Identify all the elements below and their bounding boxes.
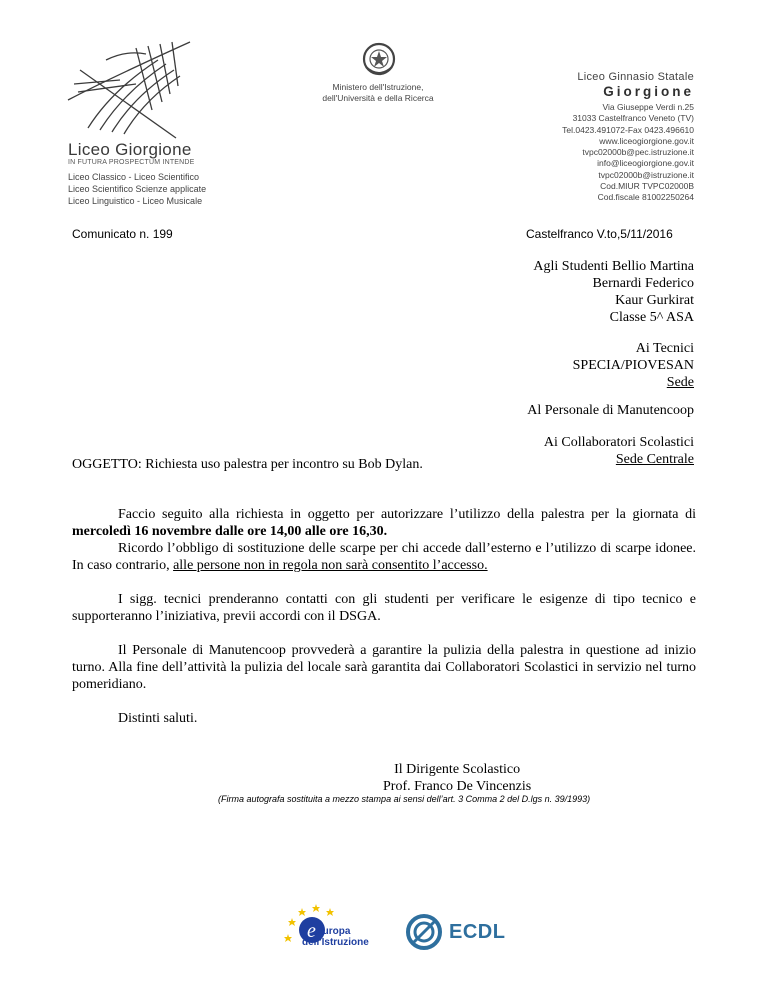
paragraph-text: Ricordo l’obbligo di sostituzione delle scarpe per chi accede dall’esterno e l’utilizzo di scarpe idonee. In caso contrario, xyxy=(72,541,696,573)
contact-line: 31033 Castelfranco Veneto (TV) xyxy=(572,113,694,124)
logo-courses xyxy=(68,171,206,207)
recipient-line: Bernardi Federico xyxy=(592,276,694,291)
course-line: Liceo Scientifico Scienze applicate xyxy=(68,184,207,194)
paragraph-text: Faccio seguito alla richiesta in oggetto per autorizzare l’utilizzo della palestra per la giornata di xyxy=(118,507,696,522)
paragraph-manutencoop: Il Personale di Manutencoop provvederà a garantire la pulizia della palestra in questione ad inizio turno. Alla fine dell’attività la pulizia del locale sarà garantita dai Collaboratori Scolastici in servizio nel turno pomeridiano. xyxy=(72,643,696,692)
europa-line: Europa xyxy=(316,926,351,937)
course-line: Liceo Classico - Liceo Scientifico xyxy=(68,172,200,182)
logo-name: Liceo Giorgione xyxy=(68,140,192,159)
liceo-giorgione-logo xyxy=(66,40,196,140)
recipient-sede: Sede xyxy=(666,375,694,390)
signer-name: Prof. Franco De Vincenzis xyxy=(383,779,532,794)
subject-line: OGGETTO: Richiesta uso palestra per incontro su Bob Dylan. xyxy=(72,457,423,472)
logo-motto: IN FUTURA PROSPECTUM INTENDE xyxy=(68,159,195,166)
school-contact-lines xyxy=(562,102,694,204)
ecdl-logo-text: ECDL xyxy=(449,921,506,943)
contact-line: Cod.fiscale 81002250264 xyxy=(597,192,694,203)
access-warning: alle persone non in regola non sarà consentito l’accesso. xyxy=(173,558,488,573)
paragraph-tecnici: I sigg. tecnici prenderanno contatti con gli studenti per verificare le esigenze di tipo tecnico e supporteranno l’iniziativa, previi accordi con il DSGA. xyxy=(72,592,696,624)
contact-line: Tel.0423.491072-Fax 0423.496610 xyxy=(562,124,694,135)
contact-line: Cod.MIUR TVPC02000B xyxy=(600,181,694,192)
recipients-tecnici xyxy=(573,340,694,391)
europa-istruzione-text xyxy=(302,926,369,948)
recipient-line: Classe 5^ ASA xyxy=(609,310,694,325)
paragraph-authorization xyxy=(72,506,696,540)
ministry-line: Ministero dell'Istruzione, xyxy=(332,82,424,92)
contact-line: tvpc02000b@istruzione.it xyxy=(598,169,694,180)
signer-role: Il Dirigente Scolastico xyxy=(394,762,521,777)
school-label: Liceo Ginnasio Statale xyxy=(577,71,694,83)
recipient-line: Agli Studenti Bellio Martina xyxy=(533,259,694,274)
contact-line: tvpc02000b@pec.istruzione.it xyxy=(582,147,694,158)
closing-greeting: Distinti saluti. xyxy=(118,711,198,726)
school-brand: Giorgione xyxy=(603,84,694,99)
date-place: Castelfranco V.to,5/11/2016 xyxy=(526,227,673,241)
signature-note: (Firma autografa sostituita a mezzo stampa ai sensi dell’art. 3 Comma 2 del D.lgs n. 39/1993) xyxy=(218,794,591,804)
date-time-bold: mercoledì 16 novembre dalle ore 14,00 alle ore 16,30. xyxy=(72,524,388,539)
recipient-line: Ai Tecnici xyxy=(635,341,694,356)
recipients-students xyxy=(533,258,694,326)
comunicato-number: Comunicato n. 199 xyxy=(72,227,173,241)
recipient-line: Ai Collaboratori Scolastici xyxy=(543,435,694,450)
school-contact-block xyxy=(562,71,694,204)
ministry-line: dell'Università e della Ricerca xyxy=(322,93,434,103)
ecdl-globe-icon xyxy=(404,912,444,952)
contact-line: www.liceogiorgione.gov.it xyxy=(599,135,694,146)
italian-republic-emblem xyxy=(362,41,396,77)
letter-body xyxy=(72,456,696,727)
recipient-personale: Al Personale di Manutencoop xyxy=(527,403,694,418)
contact-line: info@liceogiorgione.gov.it xyxy=(597,158,694,169)
recipient-line: Kaur Gurkirat xyxy=(615,293,694,308)
signature-block xyxy=(383,761,531,795)
recipient-sede: Sede Centrale xyxy=(615,452,694,467)
europa-line: dell'Istruzione xyxy=(302,937,369,948)
svg-text:e: e xyxy=(307,920,316,942)
course-line: Liceo Linguistico - Liceo Musicale xyxy=(68,196,203,206)
paragraph-shoes xyxy=(72,540,696,574)
ministry-name xyxy=(298,82,458,104)
recipient-line: SPECIA/PIOVESAN xyxy=(572,358,694,373)
contact-line: Via Giuseppe Verdi n.25 xyxy=(602,102,694,112)
